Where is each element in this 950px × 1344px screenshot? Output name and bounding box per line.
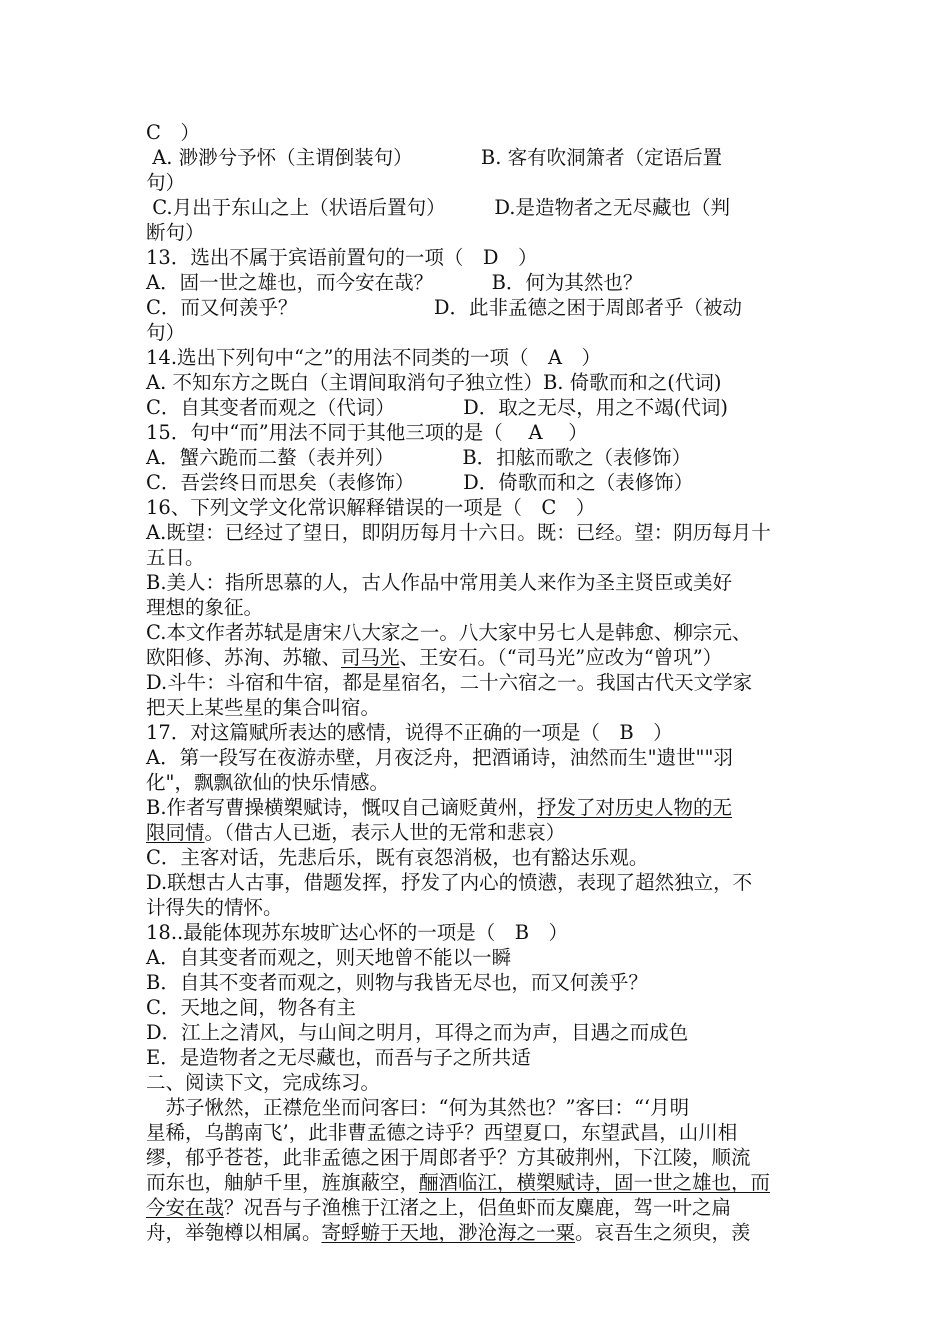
text-line: 句） — [146, 171, 186, 194]
text-segment: 而东也，舳舻千里，旌旗蔽空， — [146, 1171, 420, 1194]
text-line: 把天上某些星的集合叫宿。 — [146, 696, 381, 719]
text-line: A. 渺渺兮予怀（主谓倒装句） B. 客有吹洞箫者（定语后置 — [146, 146, 723, 169]
text-line: D.联想古人古事，借题发挥，抒发了内心的愤懑，表现了超然独立，不 — [146, 871, 753, 894]
question-17: 17．对这篇赋所表达的感情，说得不正确的一项是（ B ） — [146, 721, 673, 744]
text-line: 化"，飘飘欲仙的快乐情感。 — [146, 771, 389, 794]
passage-line — [146, 1170, 826, 1195]
document-page — [146, 120, 826, 1245]
text-line: C．主客对话，先悲后乐，既有哀怨消极，也有豁达乐观。 — [146, 846, 649, 869]
question-14: 14.选出下列句中“之”的用法不同类的一项（ A ） — [146, 346, 602, 369]
text-line: A.既望：已经过了望日，即阴历每月十六日。既：已经。望：阴历每月十 — [146, 521, 771, 544]
text-line: C．吾尝终日而思矣（表修饰） D．倚歌而和之（表修饰） — [146, 471, 694, 494]
text-segment: B.作者写曹操横槊赋诗，慨叹自己谪贬黄州， — [146, 796, 538, 819]
text-segment: 。（借古人已逝，表示人世的无常和悲哀） — [204, 821, 566, 844]
underlined-text: 限同情 — [146, 821, 205, 844]
passage-line — [146, 1220, 826, 1245]
passage-line: 星稀，乌鹊南飞’，此非曹孟德之诗乎？西望夏口，东望武昌，山川相 — [146, 1121, 738, 1144]
text-line: B.美人：指所思慕的人，古人作品中常用美人来作为圣主贤臣或美好 — [146, 571, 733, 594]
text-line: C.月出于东山之上（状语后置句） D.是造物者之无尽藏也（判 — [146, 196, 731, 219]
text-segment: 。哀吾生之须臾，羡 — [575, 1221, 751, 1244]
text-segment: ？况吾与子渔樵于江渚之上，侣鱼虾而友麋鹿，驾一叶之扁 — [224, 1196, 732, 1219]
text-line: A．固一世之雄也，而今安在哉？ B．何为其然也？ — [146, 271, 643, 294]
text-line — [146, 795, 826, 820]
text-segment: 欧阳修、苏洵、苏辙、 — [146, 646, 342, 669]
text-line: 五日。 — [146, 546, 205, 569]
text-line — [146, 820, 826, 845]
underlined-text: 司马光 — [341, 646, 400, 669]
underlined-text: 抒发了对历史人物的无 — [537, 796, 733, 819]
text-line: C．自其变者而观之（代词） D．取之无尽，用之不竭(代词) — [146, 396, 729, 419]
text-line: 断句） — [146, 221, 205, 244]
underlined-text: 寄蜉蝣于天地，渺沧海之一粟 — [321, 1221, 576, 1244]
section-heading: 二、阅读下文，完成练习。 — [146, 1071, 381, 1094]
text-segment: 舟，举匏樽以相属。 — [146, 1221, 322, 1244]
question-13: 13．选出不属于宾语前置句的一项（ D ） — [146, 246, 538, 269]
text-segment: 、王安石。（“司马光”应改为“曾巩”） — [399, 646, 723, 669]
text-line: C ） — [146, 121, 200, 144]
passage-line: 缪，郁乎苍苍，此非孟德之困于周郎者乎？方其破荆州，下江陵，顺流 — [146, 1146, 751, 1169]
passage-line — [146, 1195, 826, 1220]
text-line: A. 不知东方之既白（主谓间取消句子独立性）B. 倚歌而和之(代词) — [146, 371, 722, 394]
text-line: C．天地之间，物各有主 — [146, 996, 356, 1019]
text-line: 句） — [146, 321, 186, 344]
text-line: B．自其不变者而观之，则物与我皆无尽也，而又何羡乎？ — [146, 971, 648, 994]
text-line: C.本文作者苏轼是唐宋八大家之一。八大家中另七人是韩愈、柳宗元、 — [146, 621, 752, 644]
passage-line: 苏子愀然，正襟危坐而问客曰：“何为其然也？”客曰：“‘月明 — [146, 1096, 690, 1119]
text-line — [146, 645, 826, 670]
underlined-text: 酾酒临江，横槊赋诗，固一世之雄也，而 — [419, 1171, 771, 1194]
underlined-text: 今安在哉 — [146, 1196, 225, 1219]
question-15: 15．句中“而”用法不同于其他三项的是（ A ） — [146, 421, 588, 444]
text-line: D．江上之清风，与山间之明月，耳得之而为声，目遇之而成色 — [146, 1021, 689, 1044]
text-line: 理想的象征。 — [146, 596, 264, 619]
text-line: E．是造物者之无尽藏也，而吾与子之所共适 — [146, 1046, 531, 1069]
text-line: D.斗牛：斗宿和牛宿，都是星宿名，二十六宿之一。我国古代天文学家 — [146, 671, 753, 694]
text-line: 计得失的情怀。 — [146, 896, 283, 919]
text-line: A．自其变者而观之，则天地曾不能以一瞬 — [146, 946, 512, 969]
text-line: A．第一段写在夜游赤壁，月夜泛舟，把酒诵诗，油然而生"遗世""羽 — [146, 746, 733, 769]
question-16: 16、下列文学文化常识解释错误的一项是（ C ） — [146, 496, 596, 519]
question-18: 18..最能体现苏东坡旷达心怀的一项是（ B ） — [146, 921, 569, 944]
text-line: A．蟹六跪而二螯（表并列） B．扣舷而歌之（表修饰） — [146, 446, 692, 469]
text-line: C．而又何羡乎？ D．此非孟德之困于周郎者乎（被动 — [146, 296, 743, 319]
